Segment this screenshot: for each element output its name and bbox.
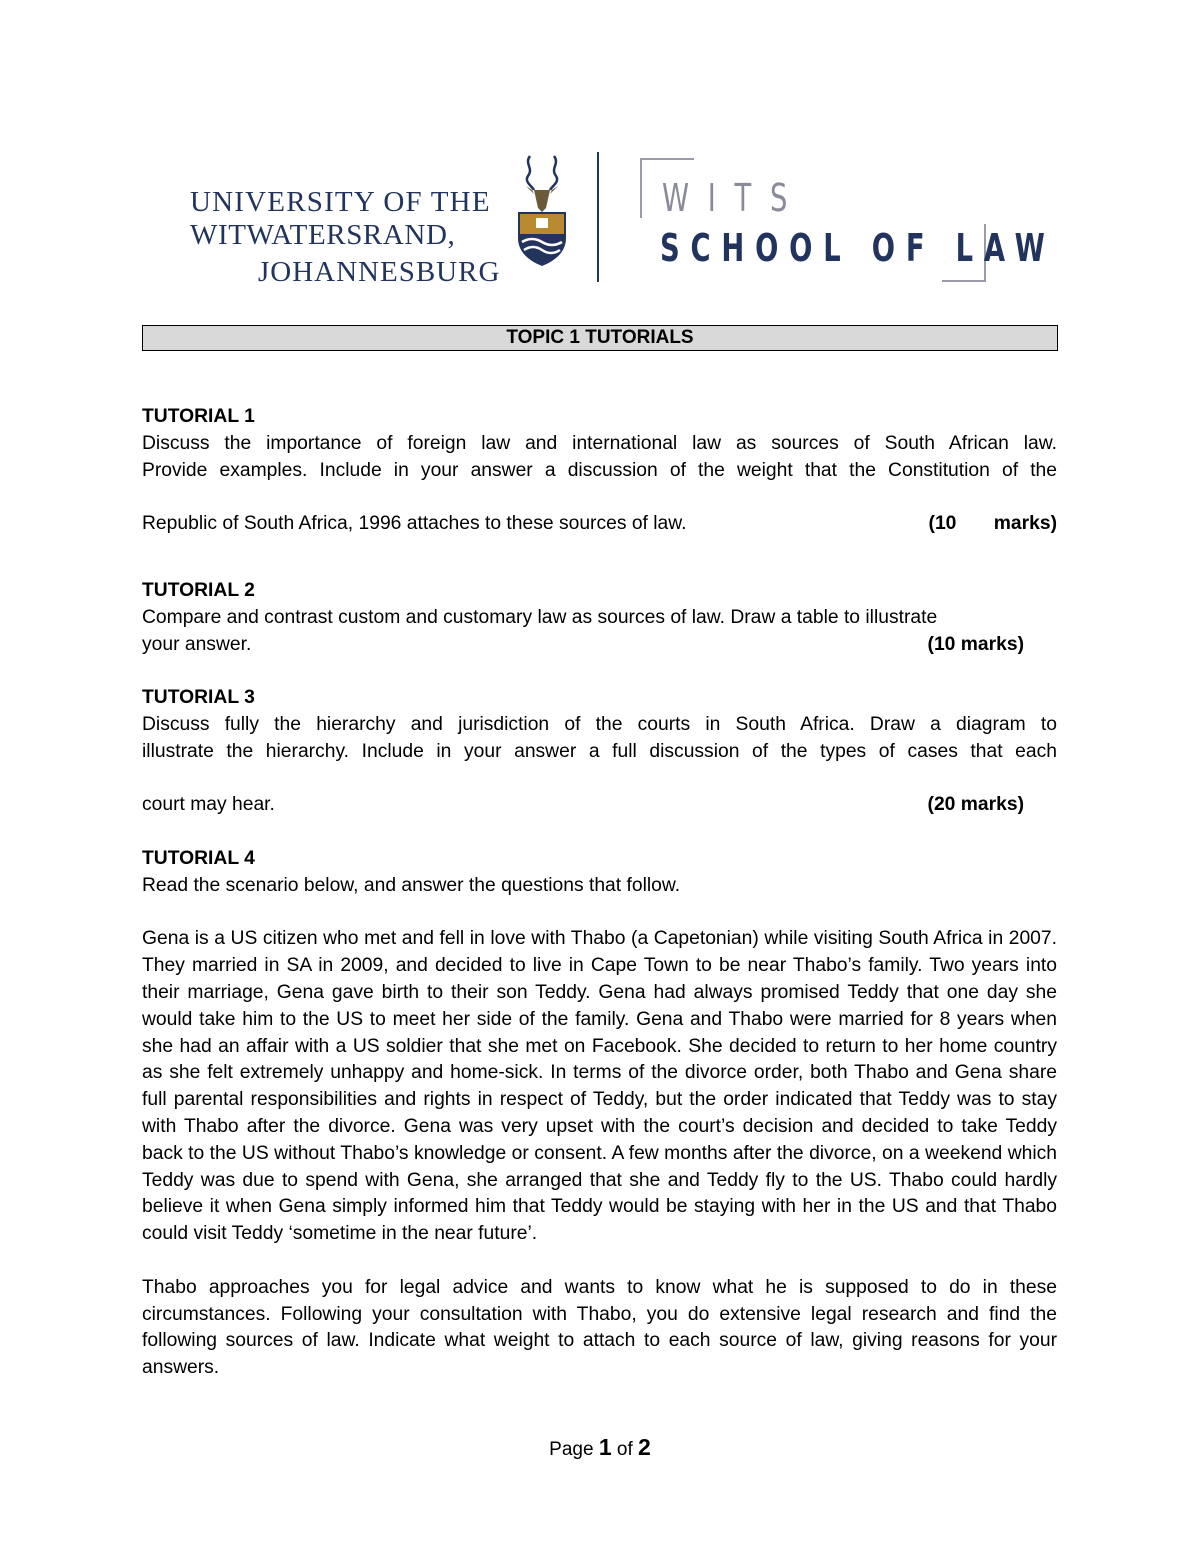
tutorial-heading: TUTORIAL 2 — [142, 579, 255, 601]
tutorial-body-line: Compare and contrast custom and customary law as sources of law. Draw a table to illustrate — [142, 606, 938, 628]
university-logo — [190, 188, 510, 287]
of-label: of — [616, 1439, 633, 1460]
university-line-3: JOHANNESBURG — [258, 256, 501, 288]
tutorial-intro: Read the scenario below, and answer the questions that follow. — [142, 874, 681, 896]
university-line-2: WITWATERSRAND, — [190, 219, 456, 251]
bracket-left — [640, 158, 642, 218]
page-footer — [0, 1434, 1200, 1461]
tutorial-body-line: Provide examples. Include in your answer a discussion of the weight that the Constitution of the — [142, 459, 1057, 481]
bracket-top — [640, 158, 694, 160]
scenario-paragraph: Gena is a US citizen who met and fell in love with Thabo (a Capetonian) while visiting South Africa in 2007. They married in SA in 2009, and decided to live in Cape Town to be near Thabo’s family. Two years into their marriage, Gena gave birth to their son Teddy. Gena had always promised Teddy that one day she would take him to the US to meet her side of the family. Gena and Thabo were married for 8 years when she had an affair with a US soldier that she met on Facebook. She decided to return to her home country as she felt extremely unhappy and home-sick. In terms of the divorce order, both Thabo and Gena share full parental responsibilities and rights in respect of Teddy, but the order indicated that Teddy was to stay with Thabo after the divorce. Gena was very upset with the court’s decision and decided to take Teddy back to the US without Thabo’s knowledge or consent. A few months after the divorce, on a weekend which Teddy was due to spend with Gena, she arranged that she and Teddy fly to the US. Thabo could hardly believe it when Gena simply informed him that Teddy would be staying with her in the US and that Thabo could visit Teddy ‘sometime in the near future’. — [142, 928, 1057, 1245]
wits-school-of-law-logo — [640, 158, 1056, 282]
tutorial-body-last-line: court may hear. — [142, 794, 275, 816]
spacer — [142, 658, 1057, 685]
tutorial-heading: TUTORIAL 4 — [142, 847, 255, 869]
tutorial-body-last-line: your answer. — [142, 633, 252, 655]
marks-label: (10 marks) — [928, 513, 1057, 535]
tutorial-body-line: Discuss the importance of foreign law and international law as sources of South African law. — [142, 432, 1057, 454]
tutorial-body-line: Discuss fully the hierarchy and jurisdiction of the courts in South Africa. Draw a diagram to — [142, 713, 1057, 735]
advice-paragraph: Thabo approaches you for legal advice and wants to know what he is supposed to do in these circumstances. Following your consultation with Thabo, you do extensive legal research and find the following sources of law. Indicate what weight to attach to each source of law, giving reasons for your answers. — [142, 1276, 1057, 1379]
tutorial-4 — [142, 846, 1057, 1382]
school-of-law-wordmark: SCHOOL OF LAW — [660, 226, 1056, 270]
spacer — [142, 819, 1057, 846]
page-title: TOPIC 1 TUTORIALS — [142, 325, 1058, 351]
bracket-bottom — [942, 280, 986, 282]
tutorial-last-row — [142, 792, 1057, 819]
spacer — [142, 900, 1057, 927]
university-line-1: UNIVERSITY OF THE — [190, 186, 491, 218]
wits-wordmark: WITS — [662, 176, 807, 220]
logo-divider — [597, 152, 599, 282]
page-total: 2 — [638, 1434, 651, 1460]
tutorial-2 — [142, 578, 1057, 658]
page-number: 1 — [598, 1434, 612, 1460]
page-label: Page — [549, 1439, 594, 1460]
spacer — [142, 1248, 1057, 1275]
tutorial-body-line: illustrate the hierarchy. Include in your answer a full discussion of the types of cases that each — [142, 740, 1057, 762]
tutorial-heading: TUTORIAL 1 — [142, 406, 255, 427]
tutorial-content — [142, 404, 1057, 1382]
tutorial-3 — [142, 685, 1057, 819]
university-crest-icon — [510, 150, 574, 270]
spacer — [142, 538, 1057, 578]
marks-label: (20 marks) — [927, 794, 1024, 816]
tutorial-1 — [142, 404, 1057, 538]
tutorial-last-row — [142, 511, 1057, 538]
tutorial-body-last-line: Republic of South Africa, 1996 attaches to these sources of law. — [142, 513, 687, 535]
marks-label: (10 marks) — [927, 633, 1024, 655]
tutorial-last-row — [142, 632, 1057, 659]
tutorial-heading: TUTORIAL 3 — [142, 687, 255, 709]
